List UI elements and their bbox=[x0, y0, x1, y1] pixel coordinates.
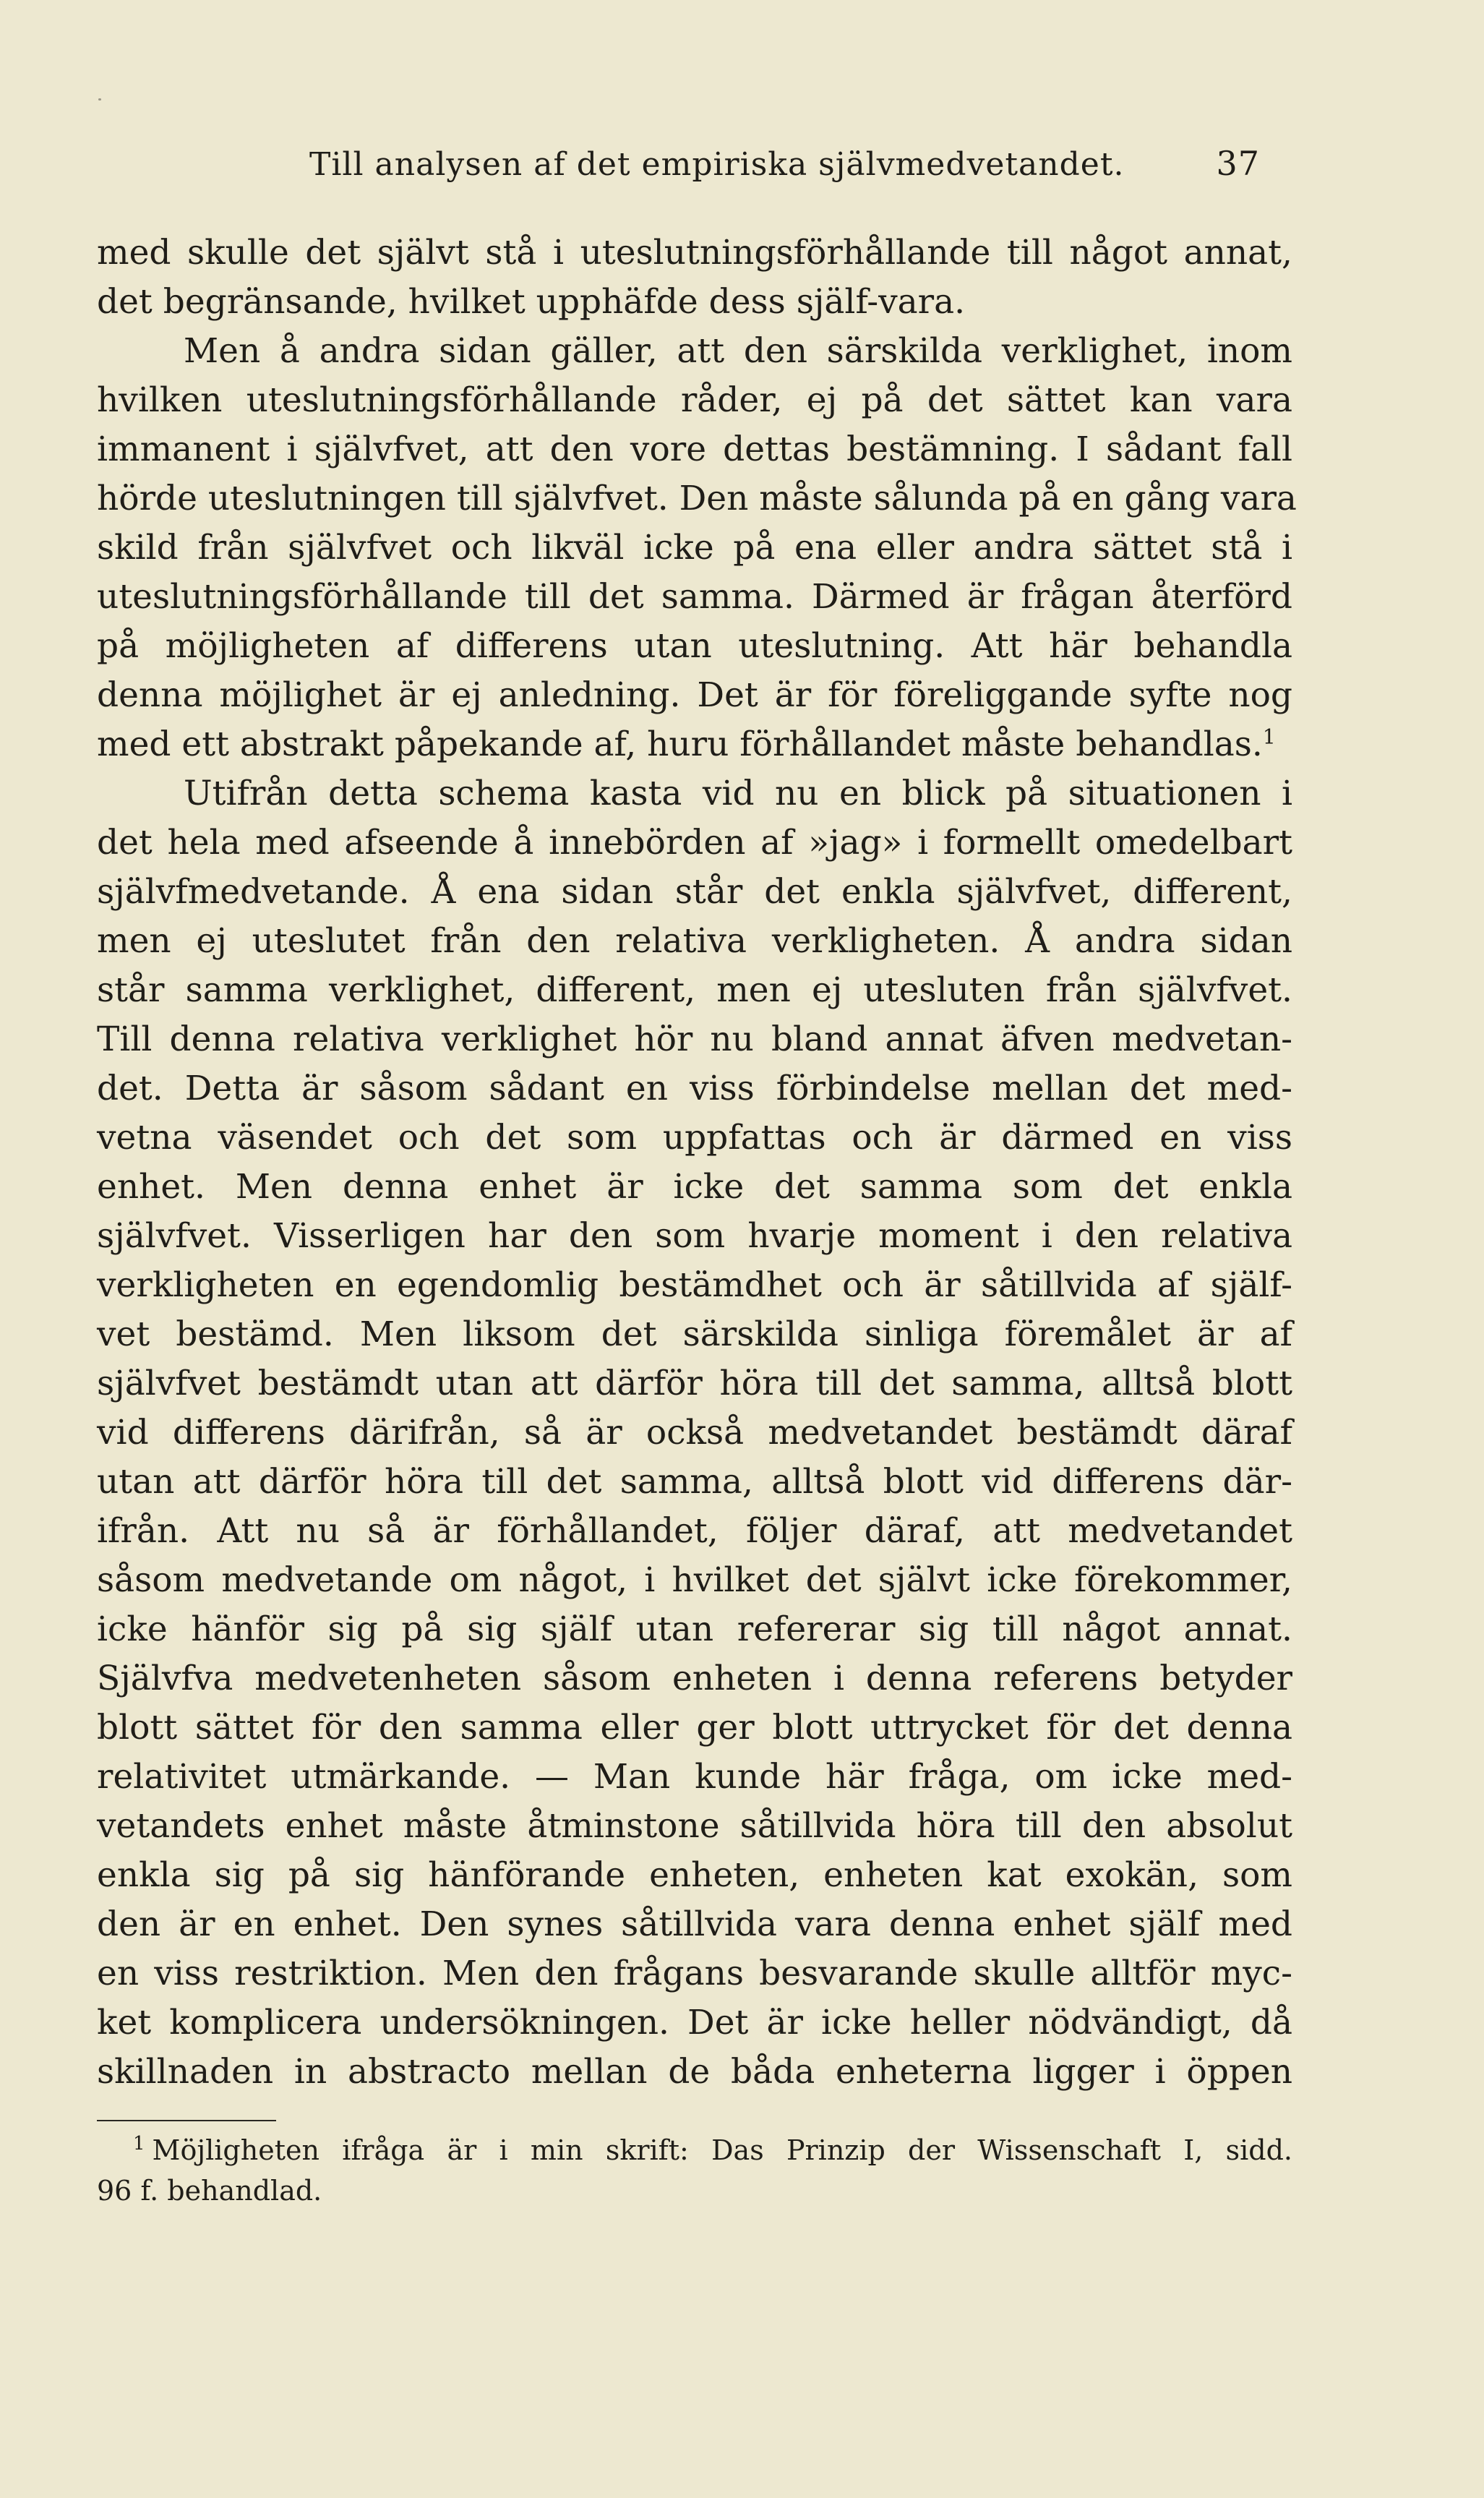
text-line: Utifrån detta schema kasta vid nu en blick på situationen i bbox=[184, 774, 1292, 813]
text-line: relativitet utmärkande. — Man kunde här fråga, om icke med- bbox=[97, 1757, 1292, 1797]
text-line: ifrån. Att nu så är förhållandet, följer däraf, att medvetandet bbox=[97, 1511, 1292, 1551]
running-head-title: Till analysen af det empiriska självmedvetandet. bbox=[309, 146, 1125, 183]
text-line: verkligheten en egendomlig bestämdhet och är såtillvida af själf- bbox=[97, 1265, 1292, 1305]
text-line: immanent i självfvet, att den vore dettas bestämning. I sådant fall bbox=[97, 429, 1292, 469]
footnote-reference[interactable]: 1 bbox=[1262, 724, 1276, 749]
text-line: uteslutningsförhållande till det samma. Därmed är frågan återförd bbox=[97, 577, 1292, 617]
text-line: på möjligheten af differens utan uteslutning. Att här behandla bbox=[97, 626, 1292, 666]
text-line: självfmedvetande. Å ena sidan står det enkla självfvet, different, bbox=[97, 872, 1292, 912]
text-line: Men å andra sidan gäller, att den särskilda verklighet, inom bbox=[184, 331, 1292, 371]
page-number: 37 bbox=[1216, 144, 1260, 183]
text-line: såsom medvetande om något, i hvilket det självt icke förekommer, bbox=[97, 1560, 1292, 1600]
paper-speck bbox=[98, 98, 101, 100]
text-line: det begränsande, hvilket upphäfde dess själf-vara. bbox=[97, 282, 966, 322]
footnote-marker: 1 bbox=[133, 2133, 145, 2155]
text-line: en viss restriktion. Men den frågans besvarande skulle alltför myc- bbox=[97, 1954, 1292, 1993]
text-line: utan att därför höra till det samma, alltså blott vid differens där- bbox=[97, 1462, 1292, 1502]
text-line: icke hänför sig på sig själf utan refererar sig till något annat. bbox=[97, 1609, 1292, 1649]
footnote-line bbox=[97, 2130, 1292, 2170]
text-line: det. Detta är såsom sådant en viss förbindelse mellan det med- bbox=[97, 1069, 1292, 1108]
text-line: enkla sig på sig hänförande enheten, enheten kat exokän, som bbox=[97, 1855, 1292, 1895]
text-line: skild från självfvet och likväl icke på ena eller andra sättet stå i bbox=[97, 528, 1292, 568]
footnote-text: Möjligheten ifråga är i min skrift: Das Prinzip der Wissenschaft I, sidd. bbox=[152, 2134, 1292, 2166]
text-line: den är en enhet. Den synes såtillvida vara denna enhet själf med bbox=[97, 1904, 1292, 1944]
footnote bbox=[97, 2130, 1292, 2211]
text-line: självfvet bestämdt utan att därför höra till det samma, alltså blott bbox=[97, 1364, 1292, 1403]
text-line: vetandets enhet måste åtminstone såtillvida höra till den absolut bbox=[97, 1806, 1292, 1846]
text-line: vetna väsendet och det som uppfattas och är därmed en viss bbox=[97, 1118, 1292, 1158]
text-line: hörde uteslutningen till självfvet. Den måste sålunda på en gång vara bbox=[97, 479, 1297, 518]
text-line: blott sättet för den samma eller ger blott uttrycket för det denna bbox=[97, 1708, 1292, 1748]
text-line: vet bestämd. Men liksom det särskilda sinliga föremålet är af bbox=[97, 1314, 1292, 1354]
text-line: självfvet. Visserligen har den som hvarje moment i den relativa bbox=[97, 1216, 1292, 1256]
running-head bbox=[309, 142, 1260, 187]
text-line: Självfva medvetenheten såsom enheten i denna referens betyder bbox=[97, 1659, 1292, 1698]
text-line: men ej uteslutet från den relativa verkligheten. Å andra sidan bbox=[97, 921, 1292, 961]
text-line: enhet. Men denna enhet är icke det samma som det enkla bbox=[97, 1167, 1292, 1207]
text-line: med skulle det självt stå i uteslutningsförhållande till något annat, bbox=[97, 233, 1292, 273]
text-line-with-note bbox=[97, 720, 1292, 769]
text-line: denna möjlighet är ej anledning. Det är för föreliggande syfte nog bbox=[97, 675, 1292, 715]
text-line: hvilken uteslutningsförhållande råder, ej på det sättet kan vara bbox=[97, 380, 1292, 420]
footnote-rule bbox=[97, 2120, 276, 2121]
text-line: står samma verklighet, different, men ej utesluten från självfvet. bbox=[97, 970, 1292, 1010]
text-line: det hela med afseende å innebörden af »jag» i formellt omedelbart bbox=[97, 823, 1292, 863]
body-text bbox=[97, 228, 1297, 2097]
text-line: vid differens därifrån, så är också medvetandet bestämdt däraf bbox=[97, 1413, 1292, 1453]
text-line-content: med ett abstrakt påpekande af, huru förhållandet måste behandlas. bbox=[97, 724, 1263, 764]
text-line: Till denna relativa verklighet hör nu bland annat äfven medvetan- bbox=[97, 1019, 1292, 1059]
text-line: ket komplicera undersökningen. Det är icke heller nödvändigt, då bbox=[97, 2003, 1292, 2043]
text-line: skillnaden in abstracto mellan de båda enheterna ligger i öppen bbox=[97, 2052, 1292, 2092]
footnote-line: 96 f. behandlad. bbox=[97, 2175, 322, 2207]
